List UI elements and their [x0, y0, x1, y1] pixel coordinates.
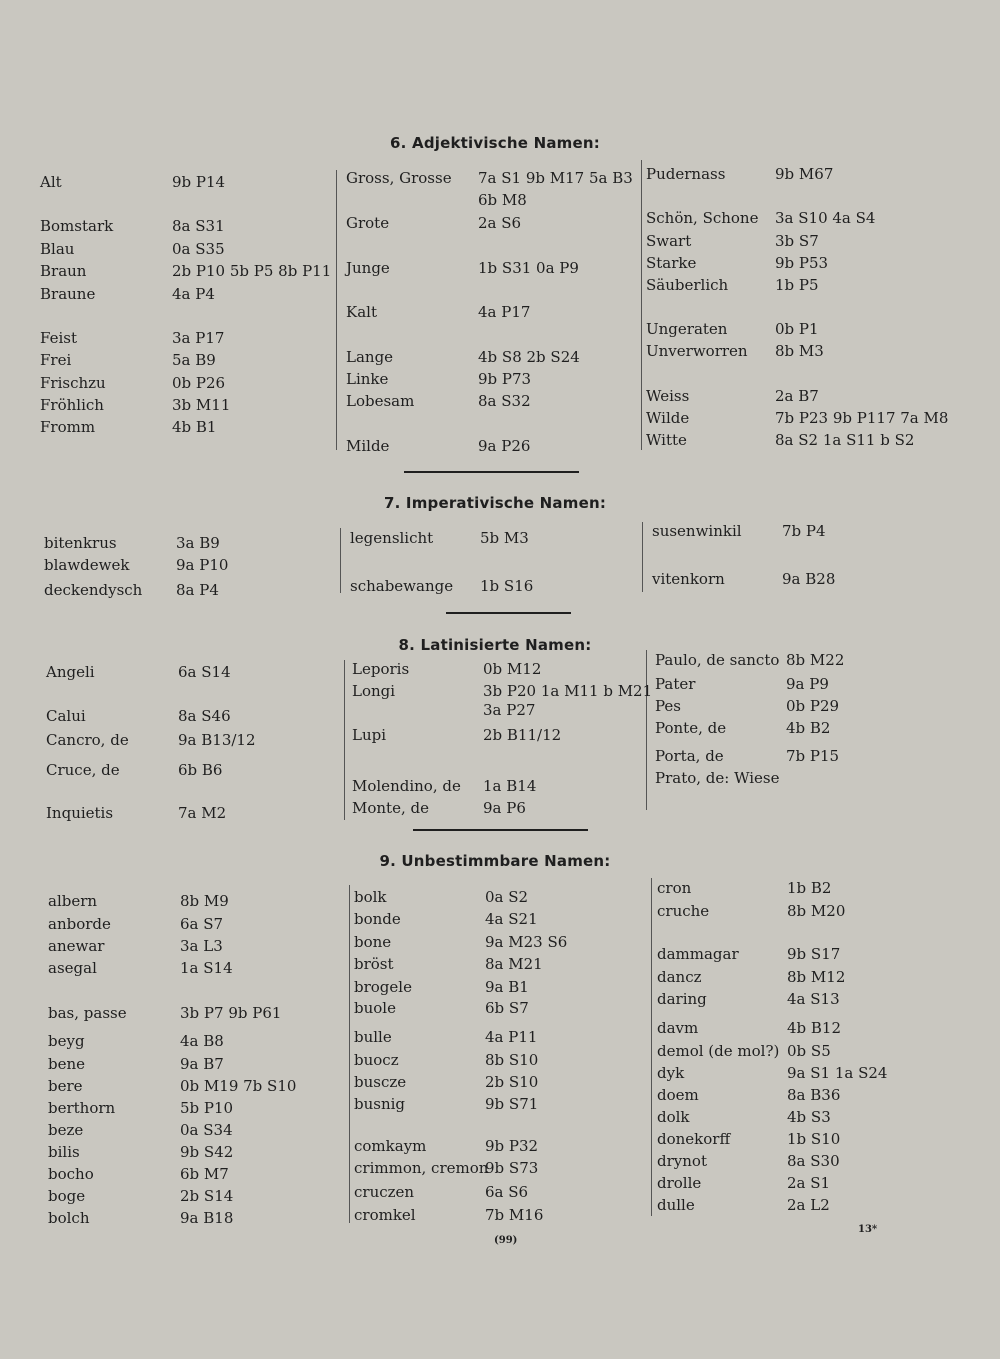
section-heading-latinisierte: 8. Latinisierte Namen:	[398, 636, 592, 654]
register-reference: 0b P29	[786, 697, 840, 715]
register-reference: 0a S2	[485, 888, 529, 906]
register-name: bröst	[354, 955, 394, 973]
register-name: dammagar	[657, 945, 739, 963]
register-reference: 9b S73	[485, 1159, 539, 1177]
register-reference: 4a P17	[478, 303, 531, 321]
register-reference: 8b S10	[485, 1051, 539, 1069]
register-name: Cruce, de	[46, 761, 120, 779]
register-name: buocz	[354, 1051, 399, 1069]
register-reference: 0b M19 7b S10	[180, 1077, 297, 1095]
register-reference: 9a P6	[483, 799, 526, 817]
register-name: drynot	[657, 1152, 707, 1170]
register-reference: 6b B6	[178, 761, 223, 779]
register-name: Cancro, de	[46, 731, 129, 749]
register-name: davm	[657, 1019, 699, 1037]
register-reference: 7b P4	[782, 522, 826, 540]
register-reference: 9a B13/12	[178, 731, 256, 749]
register-name: bene	[48, 1055, 86, 1073]
register-name: bocho	[48, 1165, 94, 1183]
register-reference: 0b P1	[775, 320, 819, 338]
register-name: Grote	[346, 214, 390, 232]
register-reference: 7b P23 9b P117 7a M8	[775, 409, 949, 427]
register-name: bitenkrus	[44, 534, 117, 552]
register-reference: 0a S34	[180, 1121, 233, 1139]
register-name: beyg	[48, 1032, 85, 1050]
register-name: doem	[657, 1086, 699, 1104]
register-name: demol (de mol?)	[657, 1042, 780, 1060]
register-reference: 3b S7	[775, 232, 819, 250]
register-name: dulle	[657, 1196, 695, 1214]
section-divider	[404, 471, 579, 473]
register-name: Säuberlich	[646, 276, 729, 294]
register-name: Leporis	[352, 660, 410, 678]
register-name: deckendysch	[44, 581, 143, 599]
register-name: buole	[354, 999, 396, 1017]
register-reference: 5b P10	[180, 1099, 234, 1117]
register-reference: 8a M21	[485, 955, 543, 973]
register-reference: 4a S13	[787, 990, 840, 1008]
register-name: dolk	[657, 1108, 690, 1126]
section-heading-unbestimmbare: 9. Unbestimmbare Namen:	[379, 852, 611, 870]
register-reference: 4b S8 2b S24	[478, 348, 580, 366]
register-reference: 9a M23 S6	[485, 933, 568, 951]
register-name: Pes	[655, 697, 681, 715]
register-reference: 3a S10 4a S4	[775, 209, 876, 227]
register-name: Angeli	[46, 663, 95, 681]
register-reference: 1b S10	[787, 1130, 841, 1148]
register-reference: 7a M2	[178, 804, 227, 822]
register-reference: 6a S6	[485, 1183, 529, 1201]
signature-mark: 13*	[858, 1224, 878, 1235]
register-name: Schön, Schone	[646, 209, 759, 227]
register-name: Witte	[646, 431, 687, 449]
register-reference: 5a B9	[172, 351, 216, 369]
register-name: Lupi	[352, 726, 387, 744]
register-reference: 2a S1	[787, 1174, 831, 1192]
register-name: Kalt	[346, 303, 377, 321]
register-name: Frischzu	[40, 374, 106, 392]
register-reference: 9b P73	[478, 370, 532, 388]
register-name: Weiss	[646, 387, 690, 405]
register-name: bere	[48, 1077, 83, 1095]
register-name: Gross, Grosse	[346, 169, 452, 187]
register-name: Braune	[40, 285, 96, 303]
register-reference: 3b P7 9b P61	[180, 1004, 282, 1022]
register-reference: 7b M16	[485, 1206, 544, 1224]
register-reference: 1b S31 0a P9	[478, 259, 579, 277]
register-name: bilis	[48, 1143, 80, 1161]
register-name: legenslicht	[350, 529, 434, 547]
register-name: cruczen	[354, 1183, 415, 1201]
register-reference: 8a S2 1a S11 b S2	[775, 431, 915, 449]
register-reference: 4b B1	[172, 418, 217, 436]
register-name: Milde	[346, 437, 390, 455]
register-reference: 4b S3	[787, 1108, 831, 1126]
register-name: albern	[48, 892, 98, 910]
section-heading-imperativische: 7. Imperativische Namen:	[383, 494, 607, 512]
register-reference: 9a S1 1a S24	[787, 1064, 888, 1082]
column-divider	[641, 160, 642, 450]
register-reference: 9a P26	[478, 437, 531, 455]
register-reference: 6a S14	[178, 663, 231, 681]
register-reference: 9b S17	[787, 945, 841, 963]
register-reference: 3a L3	[180, 937, 223, 955]
register-name: anewar	[48, 937, 105, 955]
register-reference: 3a P27	[483, 701, 536, 719]
register-name: daring	[657, 990, 707, 1008]
register-reference: 8b M22	[786, 651, 845, 669]
column-divider	[642, 522, 643, 592]
register-name: Starke	[646, 254, 697, 272]
register-name: Unverworren	[646, 342, 748, 360]
register-name: Wilde	[646, 409, 690, 427]
register-reference: 9a B28	[782, 570, 836, 588]
register-reference: 9a P9	[786, 675, 829, 693]
register-reference: 9b S71	[485, 1095, 539, 1113]
register-reference: 8b M12	[787, 968, 846, 986]
register-reference: 1a S14	[180, 959, 233, 977]
register-reference: 8a S46	[178, 707, 231, 725]
column-divider	[651, 878, 652, 1216]
register-name: Fromm	[40, 418, 96, 436]
register-name: Alt	[40, 173, 62, 191]
register-reference: 3b P20 1a M11 b M21	[483, 682, 653, 700]
column-divider	[340, 528, 341, 593]
register-reference: 9a B1	[485, 978, 529, 996]
register-name: dancz	[657, 968, 702, 986]
register-reference: 2a B7	[775, 387, 819, 405]
register-reference: 2a L2	[787, 1196, 830, 1214]
register-reference: 4b B2	[786, 719, 831, 737]
column-divider	[336, 170, 337, 450]
register-reference: 4a P11	[485, 1028, 538, 1046]
register-reference: 8a S30	[787, 1152, 840, 1170]
register-name: cruche	[657, 902, 710, 920]
register-name: dyk	[657, 1064, 685, 1082]
register-reference: 8a S32	[478, 392, 531, 410]
register-name: Porta, de	[655, 747, 724, 765]
register-reference: 4b B12	[787, 1019, 842, 1037]
register-name: cromkel	[354, 1206, 416, 1224]
register-name: anborde	[48, 915, 111, 933]
register-reference: 4a B8	[180, 1032, 224, 1050]
column-divider	[344, 660, 345, 820]
register-reference: 1b P5	[775, 276, 819, 294]
register-name: buscze	[354, 1073, 407, 1091]
register-name: busnig	[354, 1095, 406, 1113]
register-reference: 9b P14	[172, 173, 226, 191]
register-reference: 9a B18	[180, 1209, 234, 1227]
register-reference: 8a B36	[787, 1086, 841, 1104]
register-reference: 8b M3	[775, 342, 824, 360]
register-name: berthorn	[48, 1099, 116, 1117]
register-reference: 9b P32	[485, 1137, 539, 1155]
register-reference: 3b M11	[172, 396, 231, 414]
register-reference: 8b M20	[787, 902, 846, 920]
register-reference: 3a B9	[176, 534, 220, 552]
register-reference: 6b S7	[485, 999, 529, 1017]
register-name: bulle	[354, 1028, 392, 1046]
register-name: Molendino, de	[352, 777, 461, 795]
register-name: boge	[48, 1187, 86, 1205]
register-name: Prato, de: Wiese	[655, 769, 780, 787]
register-name: bolch	[48, 1209, 90, 1227]
register-reference: 3a P17	[172, 329, 225, 347]
register-reference: 2b S14	[180, 1187, 234, 1205]
register-reference: 7a S1 9b M17 5a B3	[478, 169, 633, 187]
register-reference: 1a B14	[483, 777, 537, 795]
register-reference: 9b M67	[775, 165, 834, 183]
register-name: Inquietis	[46, 804, 114, 822]
register-reference: 1b B2	[787, 879, 832, 897]
register-reference: 2b S10	[485, 1073, 539, 1091]
register-name: Bomstark	[40, 217, 114, 235]
register-name: schabewange	[350, 577, 454, 595]
register-name: bas, passe	[48, 1004, 127, 1022]
register-name: Fröhlich	[40, 396, 104, 414]
register-name: beze	[48, 1121, 84, 1139]
register-name: Lange	[346, 348, 394, 366]
register-name: Swart	[646, 232, 692, 250]
register-reference: 9b S42	[180, 1143, 234, 1161]
register-name: comkaym	[354, 1137, 427, 1155]
page-number: (99)	[494, 1235, 518, 1246]
section-divider	[446, 612, 571, 614]
register-name: Feist	[40, 329, 77, 347]
register-name: donekorff	[657, 1130, 731, 1148]
section-divider	[413, 829, 588, 831]
register-reference: 5b M3	[480, 529, 529, 547]
register-reference: 9a B7	[180, 1055, 224, 1073]
register-name: Junge	[346, 259, 390, 277]
register-reference: 0b M12	[483, 660, 542, 678]
register-reference: 2a S6	[478, 214, 522, 232]
register-name: Lobesam	[346, 392, 415, 410]
register-reference: 9b P53	[775, 254, 829, 272]
register-reference: 9a P10	[176, 556, 229, 574]
register-name: Pater	[655, 675, 696, 693]
register-name: bonde	[354, 910, 401, 928]
column-divider	[349, 885, 350, 1223]
register-name: Monte, de	[352, 799, 429, 817]
register-reference: 4a S21	[485, 910, 538, 928]
register-name: blawdewek	[44, 556, 130, 574]
register-reference: 6b M7	[180, 1165, 229, 1183]
register-name: Longi	[352, 682, 396, 700]
register-name: Calui	[46, 707, 86, 725]
register-name: Frei	[40, 351, 72, 369]
register-reference: 7b P15	[786, 747, 840, 765]
register-reference: 8b M9	[180, 892, 229, 910]
section-heading-adjektivische: 6. Adjektivische Namen:	[390, 134, 600, 152]
register-reference: 6b M8	[478, 191, 527, 209]
register-reference: 2b B11/12	[483, 726, 562, 744]
column-divider	[646, 650, 647, 810]
register-name: Linke	[346, 370, 389, 388]
register-reference: 8a S31	[172, 217, 225, 235]
register-reference: 6a S7	[180, 915, 224, 933]
register-name: asegal	[48, 959, 97, 977]
register-name: crimmon, cremon	[354, 1159, 489, 1177]
register-name: bolk	[354, 888, 387, 906]
register-name: susenwinkil	[652, 522, 742, 540]
register-name: cron	[657, 879, 692, 897]
register-name: brogele	[354, 978, 412, 996]
register-name: drolle	[657, 1174, 702, 1192]
register-reference: 1b S16	[480, 577, 534, 595]
register-reference: 0a S35	[172, 240, 225, 258]
register-reference: 2b P10 5b P5 8b P11	[172, 262, 332, 280]
register-name: Braun	[40, 262, 87, 280]
register-name: vitenkorn	[652, 570, 725, 588]
register-name: Pudernass	[646, 165, 726, 183]
register-name: bone	[354, 933, 392, 951]
register-name: Paulo, de sancto	[655, 651, 780, 669]
register-reference: 4a P4	[172, 285, 215, 303]
register-name: Ungeraten	[646, 320, 728, 338]
register-name: Ponte, de	[655, 719, 727, 737]
register-reference: 0b P26	[172, 374, 226, 392]
register-name: Blau	[40, 240, 75, 258]
register-reference: 8a P4	[176, 581, 219, 599]
register-reference: 0b S5	[787, 1042, 831, 1060]
